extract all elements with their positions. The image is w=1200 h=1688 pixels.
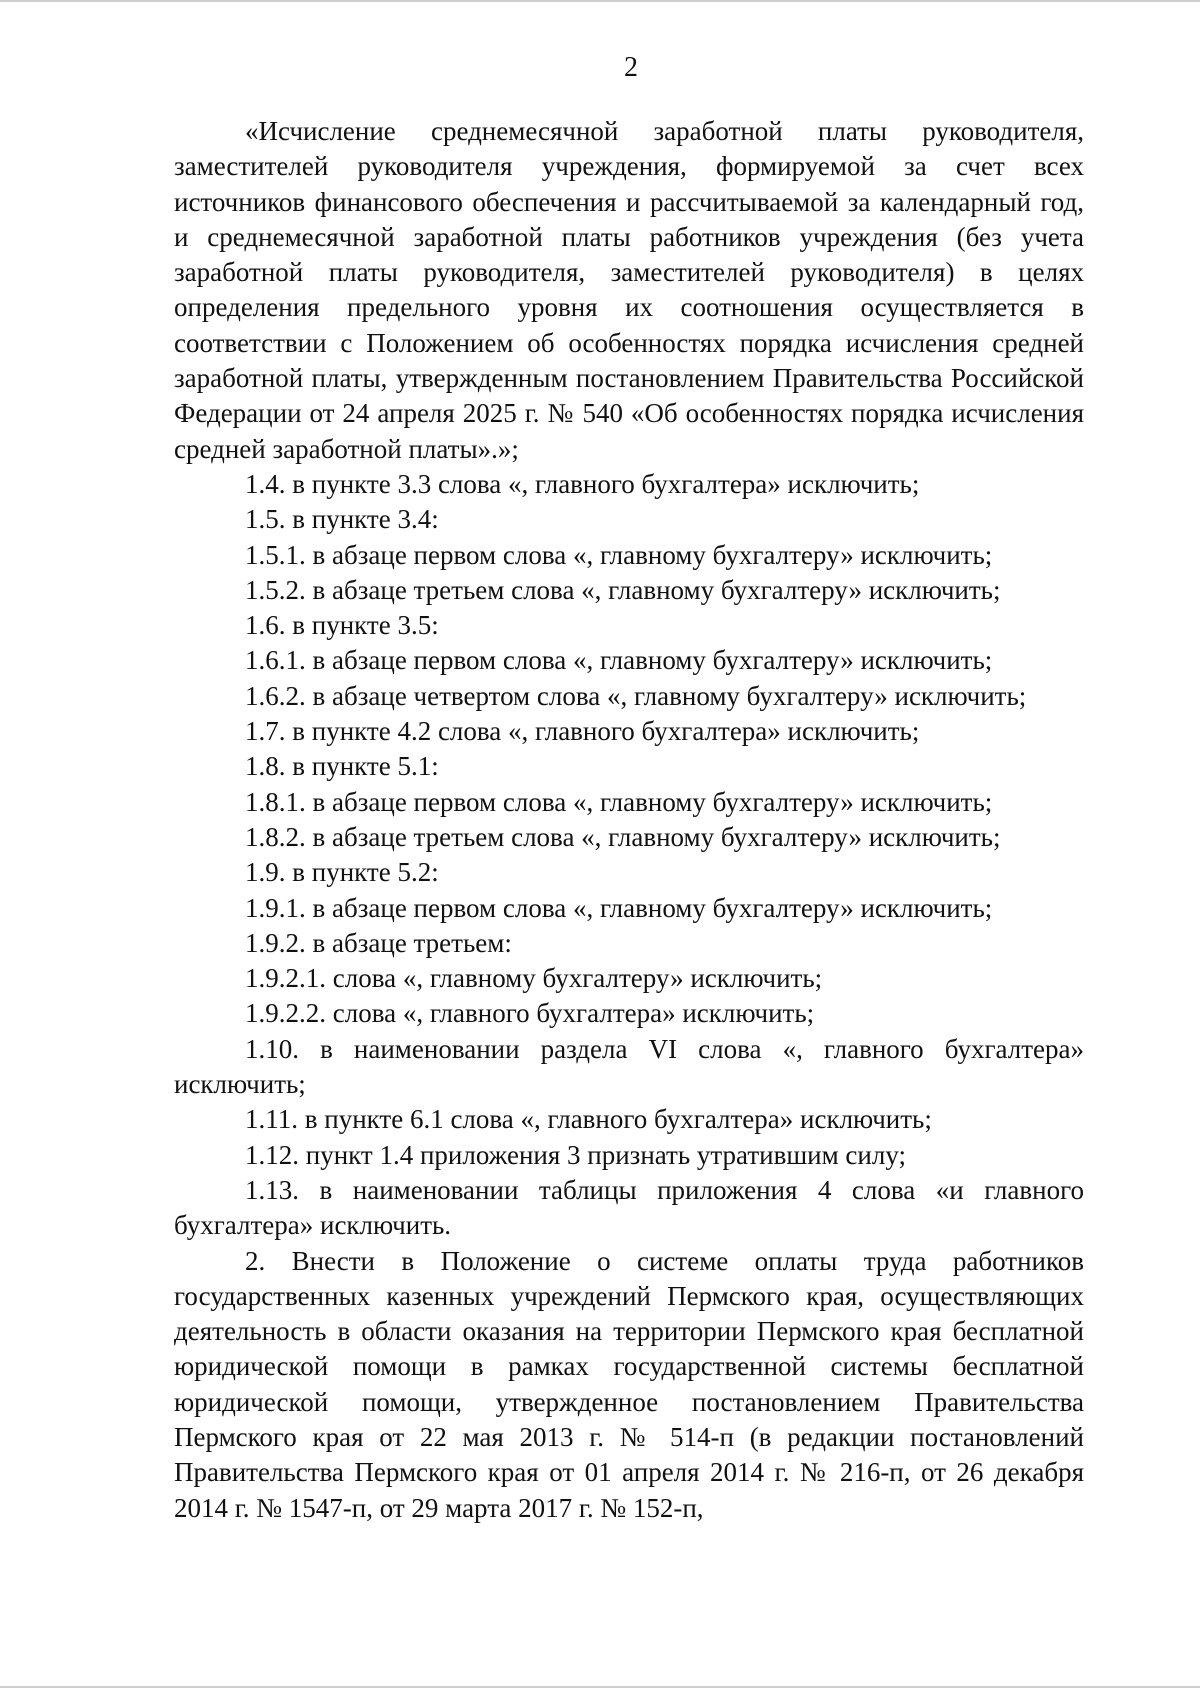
paragraph-1-10: 1.10. в наименовании раздела VI слова «, главного бухгалтера» исключить; <box>174 1033 1084 1100</box>
paragraph-1-9: 1.9. в пункте 5.2: <box>245 857 439 888</box>
paragraph-1-5-1: 1.5.1. в абзаце первом слова «, главному бухгалтеру» исключить; <box>245 539 993 570</box>
paragraph-intro-quote: «Исчисление среднемесячной заработной платы руководителя, заместителей руководителя учреждения, формируемой за счет всех источников финансового обеспечения и рассчитываемой за календарный год, и среднемесячной заработной платы работников учреждения (без учета заработной платы руководителя, заместителей руководителя) в целях определения предельного уровня их соотношения осуществляется в соответствии с Положением об особенностях порядка исчисления средней заработной платы, утвержденным постановлением Правительства Российской Федерации от 24 апреля 2025 г. № 540 «Об особенностях порядка исчисления средней заработной платы».»; <box>174 116 1084 464</box>
paragraph-1-9-2-2: 1.9.2.2. слова «, главного бухгалтера» исключить; <box>245 998 815 1029</box>
paragraph-1-6-1: 1.6.1. в абзаце первом слова «, главному бухгалтеру» исключить; <box>245 645 993 676</box>
paragraph-1-11: 1.11. в пункте 6.1 слова «, главного бухгалтера» исключить; <box>245 1104 932 1135</box>
paragraph-1-6-2: 1.6.2. в абзаце четвертом слова «, главному бухгалтеру» исключить; <box>245 680 1027 711</box>
paragraph-1-13: 1.13. в наименовании таблицы приложения 4 слова «и главного бухгалтера» исключить. <box>174 1174 1084 1241</box>
paragraph-1-4: 1.4. в пункте 3.3 слова «, главного бухгалтера» исключить; <box>245 468 920 499</box>
paragraph-1-9-1: 1.9.1. в абзаце первом слова «, главному бухгалтеру» исключить; <box>245 892 993 923</box>
paragraph-1-6: 1.6. в пункте 3.5: <box>245 610 439 641</box>
paragraph-1-12: 1.12. пункт 1.4 приложения 3 признать утратившим силу; <box>245 1139 906 1170</box>
paragraph-2: 2. Внести в Положение о системе оплаты труда работников государственных казенных учреждений Пермского края, осуществляющих деятельность в области оказания на территории Пермского края бесплатной юридической помощи в рамках государственной системы бесплатной юридической помощи, утвержденное постановлением Правительства Пермского края от 22 мая 2013 г. № 514-п (в редакции постановлений Правительства Пермского края от 01 апреля 2014 г. № 216-п, от 26 декабря 2014 г. № 1547-п, от 29 марта 2017 г. № 152-п, <box>174 1245 1084 1523</box>
paragraph-1-8-2: 1.8.2. в абзаце третьем слова «, главному бухгалтеру» исключить; <box>245 821 1001 852</box>
paragraph-1-8: 1.8. в пункте 5.1: <box>245 751 439 782</box>
paragraph-1-7: 1.7. в пункте 4.2 слова «, главного бухгалтера» исключить; <box>245 716 920 747</box>
paragraph-1-8-1: 1.8.1. в абзаце первом слова «, главному бухгалтеру» исключить; <box>245 786 993 817</box>
page-number: 2 <box>624 52 638 83</box>
paragraph-1-9-2: 1.9.2. в абзаце третьем: <box>245 927 512 958</box>
paragraph-1-5: 1.5. в пункте 3.4: <box>245 504 439 535</box>
page-edge-top <box>0 0 1200 2</box>
document-body <box>174 114 1084 1526</box>
paragraph-1-9-2-1: 1.9.2.1. слова «, главному бухгалтеру» исключить; <box>245 963 823 994</box>
paragraph-1-5-2: 1.5.2. в абзаце третьем слова «, главному бухгалтеру» исключить; <box>245 574 1001 605</box>
